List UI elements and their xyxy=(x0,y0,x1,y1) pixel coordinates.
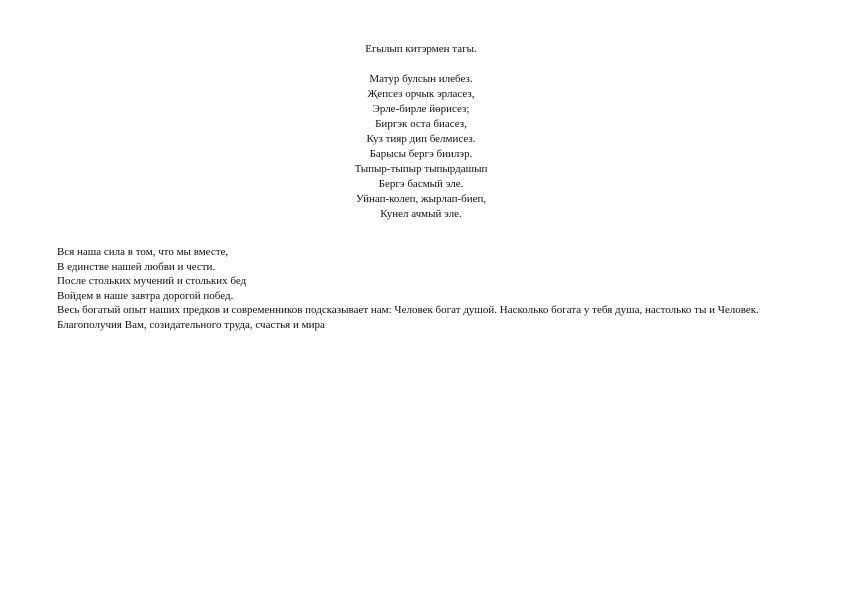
prose-line: Вся наша сила в том, что мы вместе, xyxy=(57,246,229,258)
poem-line: Эрле-бирле йөрисез; xyxy=(372,103,470,115)
poem-title: Егылып китэрмен тагы. xyxy=(365,43,477,55)
prose-line: После стольких мучений и стольких бед xyxy=(57,275,247,287)
poem-line: Куз тияр дип белмисез. xyxy=(366,133,476,145)
prose-block xyxy=(57,245,787,332)
poem-line: Уйнап-колеп, жырлап-биеп, xyxy=(355,193,487,205)
prose-line: Войдем в наше завтра дорогой побед. xyxy=(57,289,234,302)
poem-line: Кунел ачмый эле. xyxy=(380,208,462,220)
prose-line: Благополучия Вам, созидательного труда, счастья и мира xyxy=(57,318,325,331)
poem-line: Бергэ басмый эле. xyxy=(378,178,464,190)
poem-line: Биргэк оста биасез, xyxy=(375,118,467,130)
prose-line: В единстве нашей любви и чести. xyxy=(57,260,216,273)
prose-paragraph: Весь богатый опыт наших предков и современников подсказывает нам: Человек богат душой. Насколько богата у тебя душа, настолько ты и Человек. xyxy=(57,304,759,316)
poem-line: Тыпыр-тыпыр тыпырдашып xyxy=(354,163,488,175)
poem-block xyxy=(0,42,842,222)
poem-line: Җепсез орчык эрласез, xyxy=(367,88,475,100)
poem-line: Матур булсын илебез. xyxy=(369,73,473,85)
poem-line: Барысы бергэ биилэр. xyxy=(369,148,473,160)
